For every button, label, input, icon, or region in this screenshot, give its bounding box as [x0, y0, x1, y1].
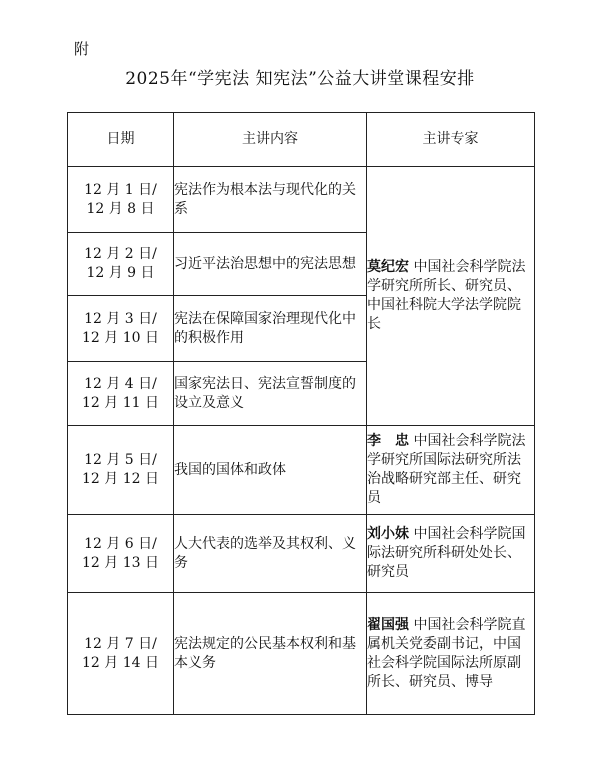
page-title: 2025年“学宪法 知宪法”公益大讲堂课程安排 [125, 69, 475, 89]
session-topic: 宪法规定的公民基本权利和基本义务 [174, 593, 367, 715]
expert-description: 中国社会科学院国际法研究所科研处处长、研究员 [367, 526, 526, 580]
session-date: 12 月 1 日/ 12 月 8 日 [68, 167, 174, 233]
session-date: 12 月 6 日/ 12 月 13 日 [68, 515, 174, 593]
expert-cell [367, 167, 535, 426]
session-topic: 宪法在保障国家治理现代化中的积极作用 [174, 296, 367, 362]
session-date: 12 月 7 日/ 12 月 14 日 [68, 593, 174, 715]
header-date: 日期 [68, 113, 174, 167]
expert-description: 中国社会科学院直属机关党委副书记，中国社会科学院国际法所原副所长、研究员、博导 [367, 616, 526, 690]
session-topic: 人大代表的选举及其权利、义务 [174, 515, 367, 593]
table-row [68, 515, 535, 593]
expert-cell [367, 426, 535, 515]
session-topic: 宪法作为根本法与现代化的关系 [174, 167, 367, 233]
table-row [68, 426, 535, 515]
session-date: 12 月 3 日/ 12 月 10 日 [68, 296, 174, 362]
header-topic: 主讲内容 [174, 113, 367, 167]
table-row [68, 167, 535, 233]
session-topic: 我国的国体和政体 [174, 426, 367, 515]
expert-description: 中国社会科学院法学研究所国际法研究所法治战略研究部主任、研究员 [367, 433, 526, 506]
expert-cell [367, 515, 535, 593]
expert-name: 刘小妹 [367, 526, 409, 542]
expert-name: 李 忠 [367, 433, 409, 449]
session-topic: 国家宪法日、宪法宣誓制度的设立及意义 [174, 362, 367, 426]
session-topic: 习近平法治思想中的宪法思想 [174, 233, 367, 296]
session-date: 12 月 4 日/ 12 月 11 日 [68, 362, 174, 426]
session-date: 12 月 5 日/ 12 月 12 日 [68, 426, 174, 515]
attachment-label: 附 [74, 40, 90, 58]
expert-description: 中国社会科学院法学研究所所长、研究员、中国社科院大学法学院院长 [367, 259, 526, 332]
expert-name: 莫纪宏 [367, 259, 409, 275]
expert-name: 翟国强 [367, 616, 409, 633]
table-header-row [68, 113, 535, 167]
expert-cell [367, 593, 535, 715]
schedule-table [67, 112, 535, 715]
session-date: 12 月 2 日/ 12 月 9 日 [68, 233, 174, 296]
header-expert: 主讲专家 [367, 113, 535, 167]
table-row [68, 593, 535, 715]
